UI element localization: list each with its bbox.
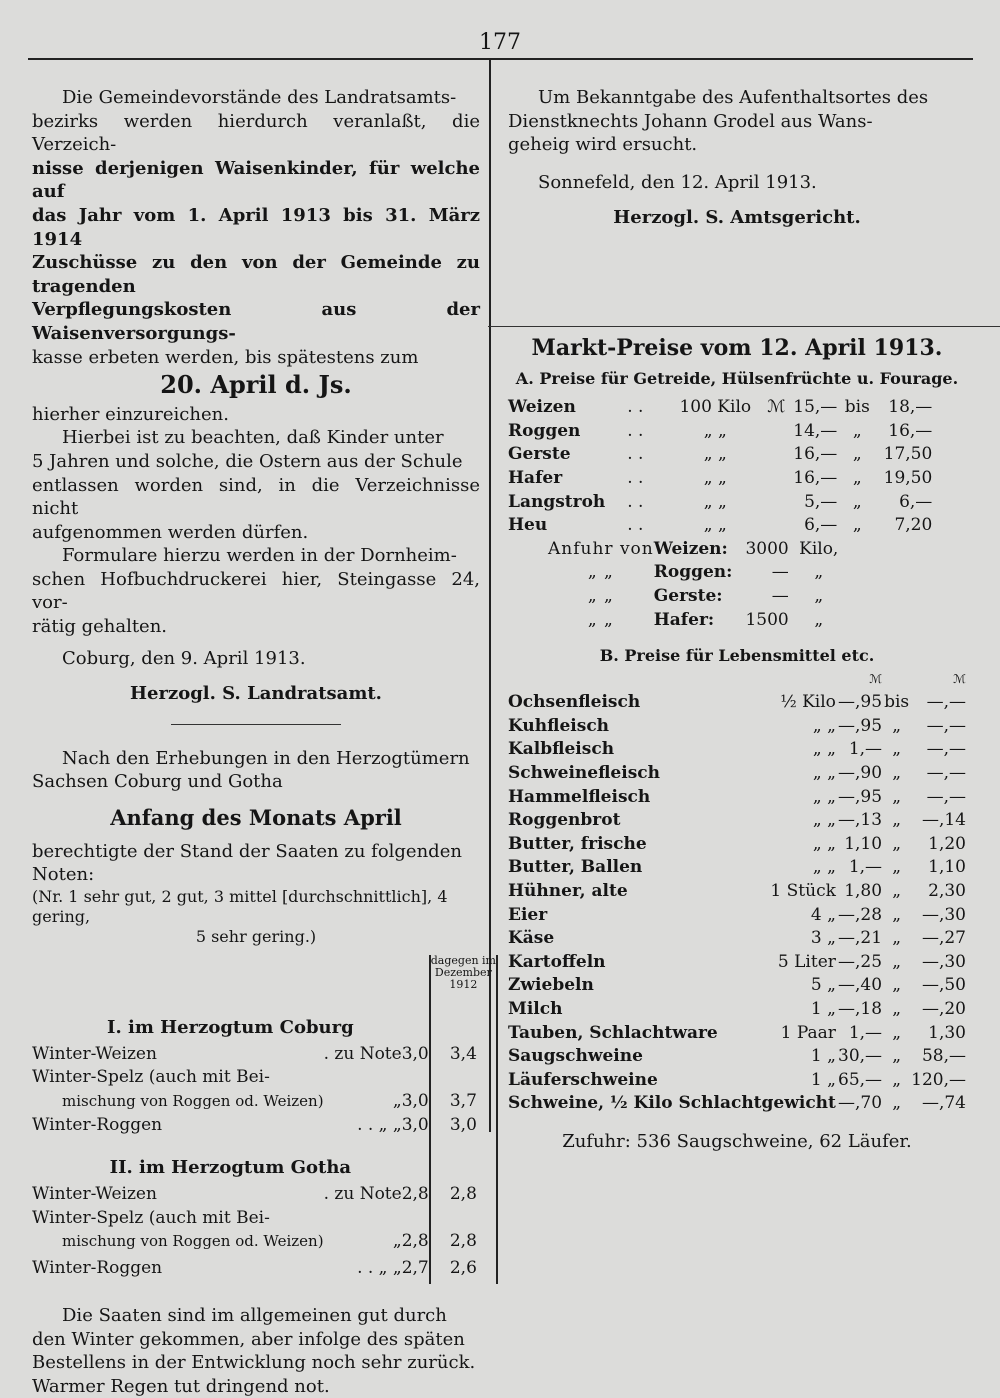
food-quantity: „ „ xyxy=(812,715,836,736)
food-range-sep: „ xyxy=(892,715,901,736)
market-prices xyxy=(508,334,966,1154)
food-range-sep: „ xyxy=(892,951,901,972)
crop-report-heading: Anfang des Monats April xyxy=(110,805,402,831)
closing-line: den Winter gekommen, aber infolge des späten xyxy=(32,1328,465,1350)
closing-line: Warmer Regen tut dringend not. xyxy=(32,1375,330,1397)
grain-currency: ℳ xyxy=(767,397,786,418)
notice-line: schen Hofbuchdruckerei hier, Steingasse 24, vor- xyxy=(32,568,480,614)
food-price-high: —,74 xyxy=(921,1093,966,1114)
december-header xyxy=(430,955,497,1013)
grain-price-low: 16,— xyxy=(793,444,838,465)
supply-amount: — xyxy=(771,562,789,583)
food-price-high: —,— xyxy=(926,763,966,784)
table-row xyxy=(508,467,932,491)
grain-name: Langstroh xyxy=(508,491,606,512)
food-name: Saugschweine xyxy=(508,1046,643,1067)
supply-grain: Gerste: xyxy=(653,585,723,606)
crop-december: 2,6 xyxy=(430,1254,497,1284)
food-price-low: 1,— xyxy=(848,857,883,878)
table-row xyxy=(508,1022,966,1046)
grain-quantity: „ „ xyxy=(703,515,727,536)
crop-label: Winter-Spelz (auch mit Bei- xyxy=(32,1207,270,1228)
table-row xyxy=(508,951,966,975)
grain-dots: . . xyxy=(627,444,644,465)
grain-quantity: „ „ xyxy=(703,491,727,512)
table-row xyxy=(508,856,966,880)
food-quantity: „ „ xyxy=(812,810,836,831)
food-range-sep: „ xyxy=(892,1046,901,1067)
table-row xyxy=(508,786,966,810)
food-name: Ochsenfleisch xyxy=(508,692,641,713)
closing-line: Die Saaten sind im allgemeinen gut durch xyxy=(62,1304,447,1326)
crop-note: 2,7 xyxy=(401,1258,429,1279)
left-column xyxy=(32,86,496,1398)
supply-lead: „ „ xyxy=(587,609,614,630)
table-row xyxy=(508,1069,966,1093)
table-row xyxy=(508,1045,966,1069)
crop-december: 2,8 xyxy=(430,1230,497,1254)
notice-line: Zuschüsse zu den von der Gemeinde zu tragenden xyxy=(32,252,480,297)
crop-note: 3,0 xyxy=(401,1091,429,1111)
intro-line: Sachsen Coburg und Gotha xyxy=(32,771,283,793)
table-row xyxy=(32,1230,497,1254)
food-price-high: 1,10 xyxy=(928,857,966,878)
supply-unit: „ xyxy=(814,609,824,630)
food-quantity: „ „ xyxy=(812,786,836,807)
table-row xyxy=(508,514,932,538)
grain-quantity: „ „ xyxy=(703,444,727,465)
food-price-high: 1,20 xyxy=(928,833,966,854)
grain-price-high: 7,20 xyxy=(894,515,933,536)
notice-line: das Jahr vom 1. April 1913 bis 31. März 1914 xyxy=(32,204,480,250)
crop-mid: . . „ „ xyxy=(357,1114,402,1135)
food-range-sep: „ xyxy=(892,881,901,902)
supply-unit: „ xyxy=(814,585,824,606)
grain-currency xyxy=(765,443,787,467)
supply-grain: Roggen: xyxy=(653,562,733,583)
food-price-high: 2,30 xyxy=(928,881,966,902)
notice-line: entlassen worden sind, in die Verzeichnisse nicht xyxy=(32,474,480,520)
sub-line: 5 sehr gering.) xyxy=(195,926,317,946)
supply-amount: — xyxy=(771,585,789,606)
orphan-notice xyxy=(32,86,480,706)
crop-mid: . zu Note xyxy=(323,1043,402,1064)
search-notice xyxy=(508,86,966,230)
grain-quantity: 100 Kilo xyxy=(679,397,752,418)
crop-december: 3,4 xyxy=(430,1043,497,1067)
food-range-sep: „ xyxy=(892,1022,901,1043)
table-row xyxy=(508,443,932,467)
table-row xyxy=(32,1043,497,1067)
notice-line: bezirks werden hierdurch veranlaßt, die Verzeich- xyxy=(32,110,480,156)
food-name: Kuhfleisch xyxy=(508,715,610,736)
food-range-sep: „ xyxy=(892,786,901,807)
food-price-low: 65,— xyxy=(838,1069,883,1090)
supply-unit: „ xyxy=(814,562,824,583)
notice-line: Dienstknechts Johann Grodel aus Wans- xyxy=(508,110,873,132)
table-row xyxy=(508,396,932,420)
notice-line: Hierbei ist zu beachten, daß Kinder unter xyxy=(62,427,444,449)
table-row xyxy=(508,904,966,928)
food-range-sep: „ xyxy=(892,739,901,760)
food-name: Kalbfleisch xyxy=(508,739,615,760)
table-row xyxy=(548,609,849,633)
notice-line: aufgenommen werden dürfen. xyxy=(32,521,309,543)
grain-dots: . . xyxy=(627,467,644,488)
section-separator xyxy=(171,724,341,725)
food-price-low: —,95 xyxy=(838,715,883,736)
grain-dots: . . xyxy=(627,420,644,441)
food-quantity: 1 „ xyxy=(810,1069,836,1090)
table-row xyxy=(508,762,966,786)
food-price-low: —,95 xyxy=(838,692,883,713)
food-price-high: —,30 xyxy=(921,951,966,972)
crop-december: 2,8 xyxy=(430,1183,497,1207)
grain-dots: . . xyxy=(627,491,644,512)
food-price-high: —,14 xyxy=(921,810,966,831)
food-price-high: 1,30 xyxy=(928,1022,966,1043)
food-price-low: —,40 xyxy=(838,975,883,996)
grain-name: Hafer xyxy=(508,467,563,488)
food-price-table xyxy=(508,668,966,1116)
deadline-date: 20. April d. Js. xyxy=(160,370,352,400)
food-price-high: —,50 xyxy=(921,975,966,996)
grain-currency xyxy=(765,514,787,538)
section-title-coburg: I. im Herzogtum Coburg xyxy=(107,1017,354,1039)
food-quantity: „ „ xyxy=(812,763,836,784)
table-row xyxy=(508,927,966,951)
table-row xyxy=(508,715,966,739)
table-row xyxy=(548,561,849,585)
dec-header-line: 1912 xyxy=(449,977,478,991)
food-name: Käse xyxy=(508,928,555,949)
food-range-sep: „ xyxy=(892,975,901,996)
food-price-low: 1,10 xyxy=(844,833,883,854)
crop-mid: . . „ „ xyxy=(357,1258,402,1279)
food-price-high: —,— xyxy=(926,692,966,713)
food-quantity: 5 Liter xyxy=(777,951,836,972)
food-price-low: —,90 xyxy=(838,763,883,784)
crop-label: Winter-Roggen xyxy=(32,1258,163,1279)
supply-grain: Weizen: xyxy=(653,538,728,559)
authority-signature: Herzogl. S. Amtsgericht. xyxy=(613,207,861,229)
food-range-sep: „ xyxy=(892,999,901,1019)
right-column xyxy=(508,86,966,1154)
food-name: Roggenbrot xyxy=(508,810,621,831)
table-row xyxy=(32,1254,497,1284)
food-quantity: 4 „ xyxy=(810,904,836,925)
sub-line: berechtigte der Stand der Saaten zu folgenden Noten: xyxy=(32,840,462,886)
notice-line: kasse erbeten werden, bis spätestens zum xyxy=(32,346,419,368)
crop-table xyxy=(32,955,498,1284)
table-row xyxy=(508,974,966,998)
supply-grain: Hafer: xyxy=(653,609,715,630)
food-quantity: „ „ xyxy=(812,857,836,878)
crop-closing xyxy=(32,1304,480,1398)
grain-currency xyxy=(765,467,787,491)
market-title: Markt-Preise vom 12. April 1913. xyxy=(531,334,943,361)
crop-label: Winter-Weizen xyxy=(32,1184,157,1205)
grain-range-sep: „ xyxy=(852,515,862,536)
grain-dots: . . xyxy=(627,515,644,536)
dec-header-line: Dezember xyxy=(434,965,492,979)
food-price-high: 120,— xyxy=(911,1069,966,1090)
food-range-sep: „ xyxy=(892,763,901,784)
table-row xyxy=(508,491,932,515)
page-number: 177 xyxy=(479,30,521,55)
sub-line: (Nr. 1 sehr gut, 2 gut, 3 mittel [durchschnittlich], 4 gering, xyxy=(32,886,448,926)
mark-currency-label: ℳ xyxy=(953,671,966,686)
crop-note: 2,8 xyxy=(401,1231,429,1252)
food-price-low: —,21 xyxy=(838,928,883,949)
supply-lead: „ „ xyxy=(587,562,614,583)
notice-line: geheig wird ersucht. xyxy=(508,134,698,156)
notice-line: 5 Jahren und solche, die Ostern aus der Schule xyxy=(32,450,463,472)
food-price-high: —,27 xyxy=(921,928,966,949)
food-quantity: 1 Paar xyxy=(780,1022,836,1043)
food-name: Eier xyxy=(508,904,548,925)
grain-price-low: 16,— xyxy=(793,467,838,488)
notice-line: Verpflegungskosten aus der Waisenversorgungs- xyxy=(32,299,480,344)
crop-label: Winter-Spelz (auch mit Bei- xyxy=(32,1067,270,1088)
food-name: Läuferschweine xyxy=(508,1069,658,1090)
grain-name: Heu xyxy=(508,515,548,536)
table-row xyxy=(32,1090,497,1114)
crop-december: 3,0 xyxy=(430,1114,497,1138)
table-row xyxy=(508,1092,966,1116)
table-row xyxy=(548,585,849,609)
grain-range-sep: „ xyxy=(852,420,862,441)
food-range-sep: „ xyxy=(892,904,901,925)
table-row xyxy=(32,1114,497,1138)
grain-price-low: 15,— xyxy=(793,397,838,418)
food-name: Milch xyxy=(508,999,563,1019)
place-date: Coburg, den 9. April 1913. xyxy=(62,647,306,669)
notice-line: nisse derjenigen Waisenkinder, für welche auf xyxy=(32,157,480,203)
crop-label: mischung von Roggen od. Weizen) xyxy=(62,1232,324,1251)
grain-range-sep: „ xyxy=(852,491,862,512)
food-range-sep: „ xyxy=(892,1069,901,1090)
crop-december: 3,7 xyxy=(430,1090,497,1114)
crop-note: 2,8 xyxy=(401,1184,429,1205)
supply-amount: 3000 xyxy=(745,538,789,559)
food-name: Zwiebeln xyxy=(508,975,594,996)
crop-label: Winter-Weizen xyxy=(32,1043,157,1064)
food-quantity: 5 „ xyxy=(810,975,836,996)
crop-note: 3,0 xyxy=(401,1114,429,1135)
intro-line: Nach den Erhebungen in den Herzogtümern xyxy=(62,747,470,769)
top-rule xyxy=(28,58,973,60)
closing-line: Bestellens in der Entwicklung noch sehr zurück. xyxy=(32,1352,476,1374)
food-quantity: „ „ xyxy=(812,833,836,854)
food-range-sep: „ xyxy=(892,857,901,878)
grain-price-low: 5,— xyxy=(804,491,838,512)
grain-dots: . . xyxy=(627,397,644,418)
supply-lead: Anfuhr von xyxy=(548,538,654,559)
table-row xyxy=(508,420,932,444)
food-quantity: 3 „ xyxy=(810,928,836,949)
grain-range-sep: „ xyxy=(852,444,862,465)
crop-label: Winter-Roggen xyxy=(32,1114,163,1135)
crop-mid: . zu Note xyxy=(323,1184,402,1205)
place-date: Sonnefeld, den 12. April 1913. xyxy=(538,171,817,193)
grain-price-low: 6,— xyxy=(804,515,838,536)
notice-line: Formulare hierzu werden in der Dornheim- xyxy=(62,545,457,567)
food-price-low: —,95 xyxy=(838,786,883,807)
food-name: Schweinefleisch xyxy=(508,763,660,784)
food-quantity: 1 „ xyxy=(810,1046,836,1067)
food-name: Kartoffeln xyxy=(508,951,606,972)
table-row xyxy=(32,1207,497,1231)
food-range-sep: „ xyxy=(892,833,901,854)
table-row xyxy=(508,880,966,904)
supply-unit: Kilo, xyxy=(799,538,839,559)
food-name: Schweine, ½ Kilo Schlachtgewicht xyxy=(508,1093,836,1114)
food-name: Hühner, alte xyxy=(508,881,628,902)
grain-currency xyxy=(765,491,787,515)
crop-mid: „ xyxy=(392,1231,402,1252)
supply-footer: Zufuhr: 536 Saugschweine, 62 Läufer. xyxy=(562,1130,912,1152)
food-price-high: 58,— xyxy=(921,1046,966,1067)
food-price-low: —,25 xyxy=(838,951,883,972)
grain-name: Weizen xyxy=(508,397,576,418)
table-row xyxy=(508,998,966,1022)
food-price-low: 1,— xyxy=(848,1022,883,1043)
food-price-high: —,20 xyxy=(921,999,966,1019)
grain-price-high: 18,— xyxy=(888,397,933,418)
food-price-low: —,13 xyxy=(838,810,883,831)
food-name: Hammelfleisch xyxy=(508,786,651,807)
grain-name: Gerste xyxy=(508,444,571,465)
table-row xyxy=(508,691,966,715)
food-range-sep: „ xyxy=(892,928,901,949)
food-price-low: 30,— xyxy=(838,1046,883,1067)
food-name: Butter, Ballen xyxy=(508,857,643,878)
grain-price-high: 6,— xyxy=(899,491,933,512)
grain-quantity: „ „ xyxy=(703,420,727,441)
food-price-low: —,28 xyxy=(838,904,883,925)
notice-line: Die Gemeindevorstände des Landratsamts- xyxy=(62,87,457,108)
authority-signature: Herzogl. S. Landratsamt. xyxy=(130,683,382,705)
grain-range-sep: bis xyxy=(844,397,870,418)
grain-currency xyxy=(765,420,787,444)
food-name: Tauben, Schlachtware xyxy=(508,1022,718,1043)
crop-note: 3,0 xyxy=(401,1043,429,1064)
food-name: Butter, frische xyxy=(508,833,647,854)
grain-price-low: 14,— xyxy=(793,420,838,441)
food-price-low: —,18 xyxy=(838,999,883,1019)
food-quantity: 1 „ xyxy=(810,999,836,1019)
grain-price-high: 17,50 xyxy=(883,444,933,465)
notice-line: rätig gehalten. xyxy=(32,616,168,638)
grain-price-high: 16,— xyxy=(888,420,933,441)
supply-lead: „ „ xyxy=(587,585,614,606)
supply-amount: 1500 xyxy=(745,609,789,630)
food-price-high: —,— xyxy=(926,739,966,760)
dec-header-line: dagegen im xyxy=(430,953,496,967)
food-price-low: —,70 xyxy=(838,1093,883,1114)
crop-label: mischung von Roggen od. Weizen) xyxy=(62,1092,324,1110)
food-range-sep: „ xyxy=(892,810,901,831)
section-a-title: A. Preise für Getreide, Hülsenfrüchte u. Fourage. xyxy=(515,368,959,388)
food-quantity: „ „ xyxy=(812,739,836,760)
food-range-sep: bis xyxy=(884,692,910,713)
grain-quantity: „ „ xyxy=(703,467,727,488)
crop-mid: „ xyxy=(392,1091,402,1111)
grain-name: Roggen xyxy=(508,420,581,441)
food-price-high: —,— xyxy=(926,715,966,736)
food-quantity: 1 Stück xyxy=(770,881,836,902)
food-price-high: —,— xyxy=(926,786,966,807)
table-row xyxy=(508,809,966,833)
table-row xyxy=(508,738,966,762)
table-row xyxy=(548,538,849,562)
notice-line: hierher einzureichen. xyxy=(32,403,229,425)
food-price-low: 1,— xyxy=(848,739,883,760)
section-separator xyxy=(488,326,1000,327)
mark-currency-label: ℳ xyxy=(869,671,883,686)
food-price-low: 1,80 xyxy=(844,881,883,902)
grain-range-sep: „ xyxy=(852,467,862,488)
food-range-sep: „ xyxy=(892,1093,901,1114)
table-row xyxy=(508,833,966,857)
table-row xyxy=(32,1066,497,1090)
section-b-title: B. Preise für Lebensmittel etc. xyxy=(599,646,875,666)
section-title-gotha: II. im Herzogtum Gotha xyxy=(109,1156,352,1178)
crop-report xyxy=(32,747,496,1398)
food-price-high: —,30 xyxy=(921,904,966,925)
grain-price-table xyxy=(508,396,932,538)
notice-line: Um Bekanntgabe des Aufenthaltsortes des xyxy=(538,87,929,108)
grain-price-high: 19,50 xyxy=(883,467,933,488)
food-quantity: ½ Kilo xyxy=(780,692,836,713)
table-row xyxy=(32,1183,497,1207)
supply-table xyxy=(548,538,849,632)
